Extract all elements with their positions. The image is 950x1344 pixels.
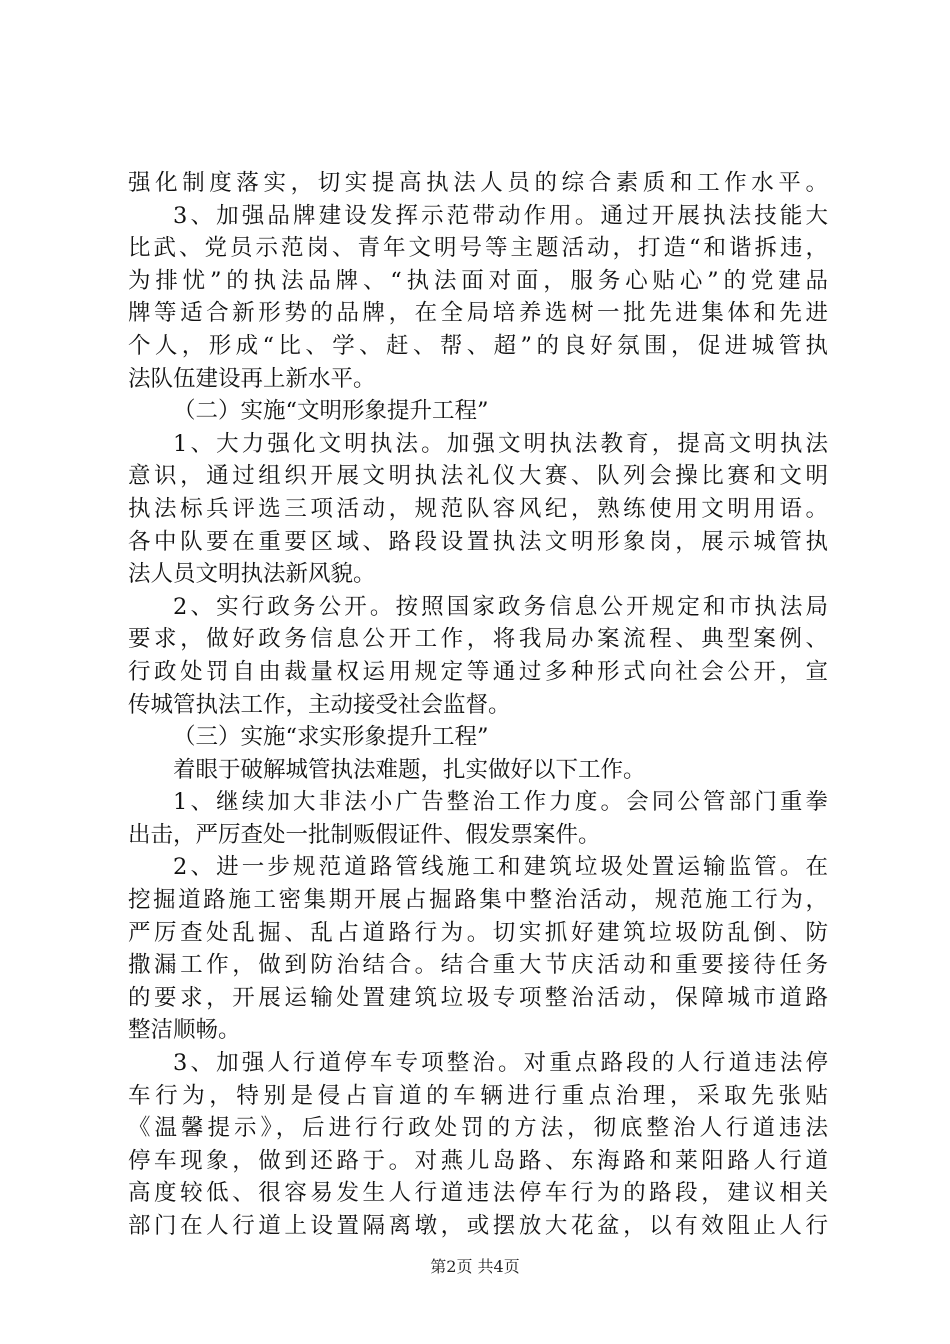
text-line: 1、大力强化文明执法。加强文明执法教育，提高文明执法 xyxy=(173,430,828,457)
text-line: 传城管执法工作，主动接受社会监督。 xyxy=(128,691,511,718)
text-line: 3、加强品牌建设发挥示范带动作用。通过开展执法技能大 xyxy=(173,202,828,229)
section-heading: （二）实施“文明形象提升工程” xyxy=(173,398,489,425)
text-line: 比武、党员示范岗、青年文明号等主题活动，打造“和谐拆违， xyxy=(128,235,828,262)
text-line: 着眼于破解城管执法难题，扎实做好以下工作。 xyxy=(173,756,646,783)
text-line: 2、进一步规范道路管线施工和建筑垃圾处置运输监管。在 xyxy=(173,854,828,881)
text-line: 强化制度落实，切实提高执法人员的综合素质和工作水平。 xyxy=(128,170,828,196)
text-line: 为排忧”的执法品牌、“执法面对面，服务心贴心”的党建品 xyxy=(128,267,828,294)
text-line: 撒漏工作，做到防治结合。结合重大节庆活动和重要接待任务 xyxy=(128,952,828,979)
text-line: 牌等适合新形势的品牌，在全局培养选树一批先进集体和先进 xyxy=(128,300,828,327)
text-line: 整洁顺畅。 xyxy=(128,1017,241,1044)
text-line: 要求，做好政务信息公开工作，将我局办案流程、典型案例、 xyxy=(128,626,828,653)
text-line: 执法标兵评选三项活动，规范队容风纪，熟练使用文明用语。 xyxy=(128,495,828,522)
page-number-footer: 第2页 共4页 xyxy=(430,1257,520,1276)
text-line: 挖掘道路施工密集期开展占掘路集中整治活动，规范施工行为， xyxy=(128,887,828,914)
text-line: 高度较低、很容易发生人行道违法停车行为的路段，建议相关 xyxy=(128,1180,828,1207)
text-line: 意识，通过组织开展文明执法礼仪大赛、队列会操比赛和文明 xyxy=(128,463,828,490)
document-body xyxy=(128,167,828,1243)
text-line: 部门在人行道上设置隔离墩，或摆放大花盆，以有效阻止人行 xyxy=(128,1213,828,1239)
text-line: 2、实行政务公开。按照国家政务信息公开规定和市执法局 xyxy=(173,593,828,620)
text-line: 出击，严厉查处一批制贩假证件、假发票案件。 xyxy=(128,821,601,848)
text-line: 行政处罚自由裁量权运用规定等通过多种形式向社会公开，宣 xyxy=(128,658,828,685)
text-line: 法人员文明执法新风貌。 xyxy=(128,561,376,588)
text-line: 个人，形成“比、学、赶、帮、超”的良好氛围，促进城管执 xyxy=(128,332,828,359)
text-line: 3、加强人行道停车专项整治。对重点路段的人行道违法停 xyxy=(173,1050,828,1077)
text-line: 1、继续加大非法小广告整治工作力度。会同公管部门重拳 xyxy=(173,789,828,816)
section-heading: （三）实施“求实形象提升工程” xyxy=(173,724,489,751)
text-line: 车行为，特别是侵占盲道的车辆进行重点治理，采取先张贴 xyxy=(128,1082,828,1109)
text-line: 停车现象，做到还路于。对燕儿岛路、东海路和莱阳路人行道 xyxy=(128,1147,828,1174)
text-line: 《温馨提示》，后进行行政处罚的方法，彻底整治人行道违法 xyxy=(128,1115,828,1142)
text-line: 各中队要在重要区域、路段设置执法文明形象岗，展示城管执 xyxy=(128,528,828,555)
text-line: 的要求，开展运输处置建筑垃圾专项整治活动，保障城市道路 xyxy=(128,984,828,1011)
text-line: 法队伍建设再上新水平。 xyxy=(128,365,376,392)
text-line: 严厉查处乱掘、乱占道路行为。切实抓好建筑垃圾防乱倒、防 xyxy=(128,919,828,946)
